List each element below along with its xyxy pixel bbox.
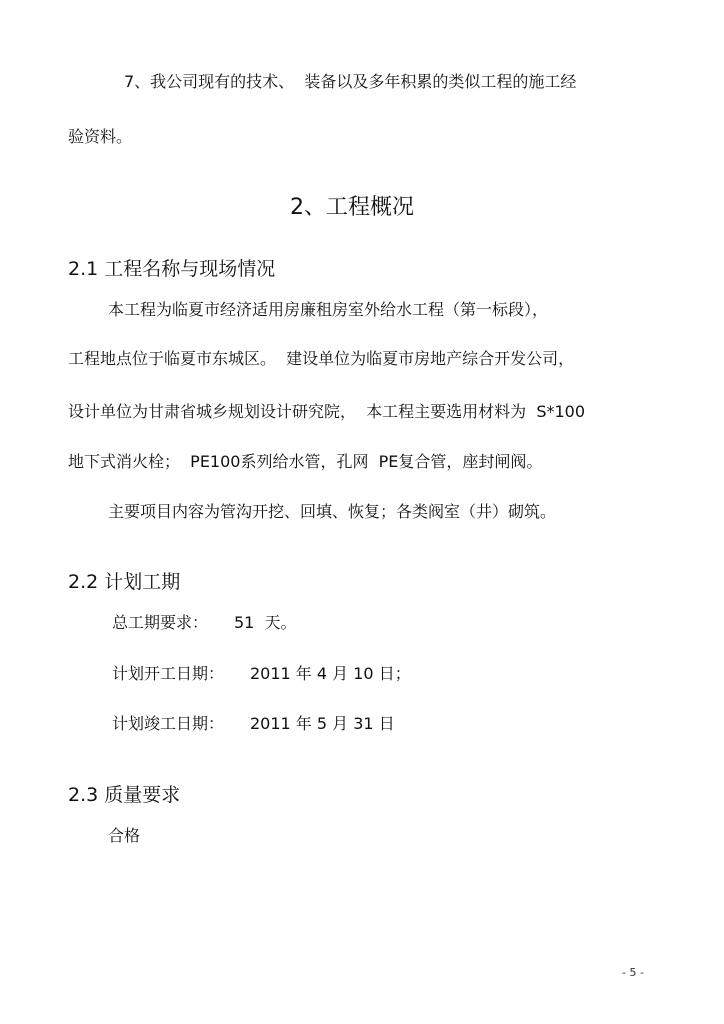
page-number: - 5 - — [622, 966, 644, 979]
subsection-1-line-5: 主要项目内容为管沟开挖、回填、恢复；各类阀室（井）砌筑。 — [108, 502, 557, 521]
start-date-label: 计划开工日期： — [112, 664, 225, 683]
intro-line-2: 验资料。 — [68, 127, 133, 146]
quality-requirement-value: 合格 — [108, 826, 141, 845]
intro-line-1: 7、我公司现有的技术、 装备以及多年积累的类似工程的施工经 — [124, 72, 577, 91]
end-date-label: 计划竣工日期： — [112, 714, 225, 733]
end-date-value: 2011 年 5 月 31 日 — [250, 714, 395, 733]
subsection-1-line-4: 地下式消火栓； PE100系列给水管，孔网 PE复合管，座封闸阀。 — [68, 452, 543, 471]
total-duration-value: 51 天。 — [234, 613, 297, 632]
subsection-1-line-1: 本工程为临夏市经济适用房廉租房室外给水工程（第一标段）， — [108, 300, 549, 319]
subsection-3-title: 2.3 质量要求 — [68, 784, 181, 806]
start-date-value: 2011 年 4 月 10 日； — [250, 664, 411, 683]
total-duration-label: 总工期要求： — [112, 613, 209, 632]
subsection-1-title: 2.1 工程名称与现场情况 — [68, 258, 276, 280]
subsection-1-line-2: 工程地点位于临夏市东城区。 建设单位为临夏市房地产综合开发公司， — [68, 349, 575, 368]
subsection-2-title: 2.2 计划工期 — [68, 571, 181, 593]
section-title: 2、工程概况 — [290, 195, 414, 220]
subsection-1-line-3: 设计单位为甘肃省城乡规划设计研究院， 本工程主要选用材料为 S*100 — [68, 402, 586, 421]
